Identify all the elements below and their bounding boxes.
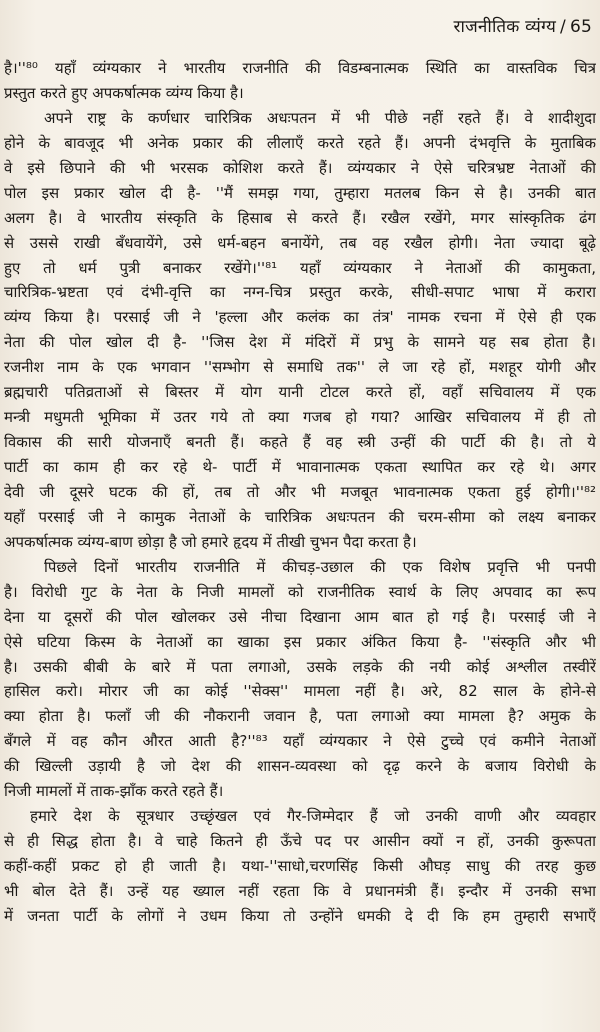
text-line: से ही सिद्ध होता है। वे चाहे कितने ही ऊँचे पद पर आसीन क्यों न हों, उनकी कुरूपता bbox=[4, 832, 596, 851]
text-line: हमारे देश के सूत्रधार उच्छृंखल एवं गैर-जिम्मेदार हैं जो उनकी वाणी और व्यवहार bbox=[30, 807, 596, 826]
text-line: विकास की सारी योजनाएँ बनती हैं। कहते हैं वह स्त्री उन्हीं की पार्टी की है। तो ये bbox=[4, 433, 596, 452]
paragraph bbox=[4, 804, 596, 929]
paragraph bbox=[4, 555, 596, 804]
text-line: चारित्रिक-भ्रष्टता एवं दंभी-वृत्ति का नग्न-चित्र प्रस्तुत करके, सीधी-सपाट भाषा में करारा bbox=[4, 283, 596, 302]
text-line: पोल इस प्रकार खोल दी है- ''मैं समझ गया, तुम्हारा मतलब किन से है। उनकी बात bbox=[4, 183, 596, 202]
text-line: भी बोल देते हैं। उन्हें यह ख्याल नहीं रहता कि वे प्रधानमंत्री हैं। इन्दौर में उनकी सभा bbox=[4, 881, 596, 900]
text-line: मन्त्री मधुमती भूमिका में उतर गये तो क्या गजब हो गया? आखिर सचिवालय में ही तो bbox=[4, 408, 596, 427]
chapter-title: राजनीतिक व्यंग्य bbox=[453, 17, 557, 37]
header-separator: / bbox=[560, 17, 566, 37]
text-line: पिछले दिनों भारतीय राजनीति में कीचड़-उछाल की एक विशेष प्रवृत्ति भी पनपी bbox=[44, 557, 596, 576]
text-line: कहीं-कहीं प्रकट हो ही जाती है। यथा-''साधो,चरणसिंह किसी औघड़ साधु की तरह कुछ bbox=[4, 857, 596, 875]
text-line: अपने राष्ट्र के कर्णधार चारित्रिक अधःपतन में भी पीछे नहीं रहते हैं। वे शादीशुदा bbox=[44, 108, 596, 127]
text-line: प्रस्तुत करते हुए अपकर्षात्मक व्यंग्य किया है। bbox=[4, 83, 244, 102]
text-line: देना या दूसरों की पोल खोलकर उसे नीचा दिखाना आम बात हो गई है। परसाई जी ने bbox=[4, 607, 596, 626]
text-line: यहाँ परसाई जी ने कामुक नेताओं के चारित्रिक अधःपतन की चरम-सीमा को लक्ष्य बनाकर bbox=[4, 507, 596, 526]
text-line: वे इसे छिपाने की भी भरसक कोशिश करते हैं। व्यंग्यकार ने ऐसे चरित्रभ्रष्ट नेताओं की bbox=[4, 158, 596, 177]
text-line: है। विरोधी गुट के नेता के निजी मामलों को राजनीतिक स्वार्थ के लिए अपवाद का रूप bbox=[4, 582, 596, 601]
text-line: ऐसे घटिया किस्म के नेताओं का खाका इस प्रकार अंकित किया है- ''संस्कृति और भी bbox=[4, 632, 596, 651]
text-line: रजनीश नाम के एक भगवान ''सम्भोग से समाधि तक'' ले जा रहे हों, मशहूर योगी और bbox=[4, 358, 596, 377]
text-line: बँगले में वह कौन औरत आती है?''⁸³ यहाँ व्यंग्यकार ने ऐसे टुच्चे एवं कमीने नेताओं bbox=[4, 732, 596, 751]
text-line: ब्रह्मचारी पतिव्रताओं से बिस्तर में योग यानी टोटल करते हों, वहाँ सचिवालय में एक bbox=[4, 383, 596, 402]
text-line: हासिल करो। मोरार जी का कोई ''सेक्स'' मामला नहीं है। अरे, 82 साल के होने-से bbox=[4, 682, 596, 701]
text-line: देवी जी दूसरे घटक की हों, तब तो और भी मजबूत भावनात्मक एकता हुई होगी।''⁸² bbox=[4, 482, 596, 501]
text-line: अपकर्षात्मक व्यंग्य-बाण छोड़ा है जो हमारे हृदय में तीखी चुभन पैदा करता है। bbox=[4, 532, 417, 551]
paragraph bbox=[4, 106, 596, 555]
text-line: हुए तो धर्म पुत्री बनाकर रखेंगे।''⁸¹ यहाँ व्यंग्यकार ने नेताओं की कामुकता, bbox=[4, 258, 596, 277]
text-line: होने के बावजूद भी अनेक प्रकार की लीलाएँ करते रहते हैं। अपनी दंभवृत्ति के मुताबिक bbox=[4, 133, 596, 152]
text-line: में जनता पार्टी के लोगों ने उधम किया तो उन्होंने धमकी दे दी कि हम तुम्हारी सभाएँ bbox=[4, 906, 596, 925]
text-line: से उससे राखी बँधवायेंगे, उसे धर्म-बहन बनायेंगे, तब वह रखैल होगी। नेता ज्यादा बूढ़े bbox=[4, 233, 596, 252]
text-line: क्या होता है। फलाँ जी की नौकरानी जवान है, पता लगाओ क्या मामला है? अमुक के bbox=[4, 707, 596, 726]
text-line: है। उसकी बीबी के बारे में पता लगाओ, उसके लड़के की नयी कोई अश्लील तस्वीरें bbox=[4, 657, 596, 676]
text-line: नेता की पोल खोल दी है- ''जिस देश में मंदिरों में प्रभु के सामने यह सब होता है। bbox=[4, 333, 596, 352]
page-number: 65 bbox=[569, 17, 592, 37]
text-line: निजी मामलों में ताक-झाँक करते रहते हैं। bbox=[4, 782, 224, 801]
paragraph-continuation bbox=[4, 56, 596, 106]
text-line: व्यंग्य किया है। परसाई जी ने 'हल्ला और कलंक का तंत्र' नामक रचना में ऐसे ही एक bbox=[4, 308, 596, 327]
text-line: है।''⁸⁰ यहाँ व्यंग्यकार ने भारतीय राजनीति की विडम्बनात्मक स्थिति का वास्तविक चित्र bbox=[4, 59, 596, 77]
text-line: की खिल्ली उड़ायी है जो देश की शासन-व्यवस्था को दृढ़ करने के बजाय विरोधी के bbox=[4, 757, 596, 776]
text-line: पार्टी का काम ही कर रहे थे- पार्टी में भावानात्मक एकता स्थापित कर रहे थे। अगर bbox=[4, 458, 596, 476]
text-body bbox=[4, 56, 596, 929]
text-line: अलग है। वे भारतीय संस्कृति के हिसाब से करते हैं। रखैल रखेंगे, मगर सांस्कृतिक ढंग bbox=[4, 208, 596, 227]
running-header bbox=[454, 14, 592, 37]
